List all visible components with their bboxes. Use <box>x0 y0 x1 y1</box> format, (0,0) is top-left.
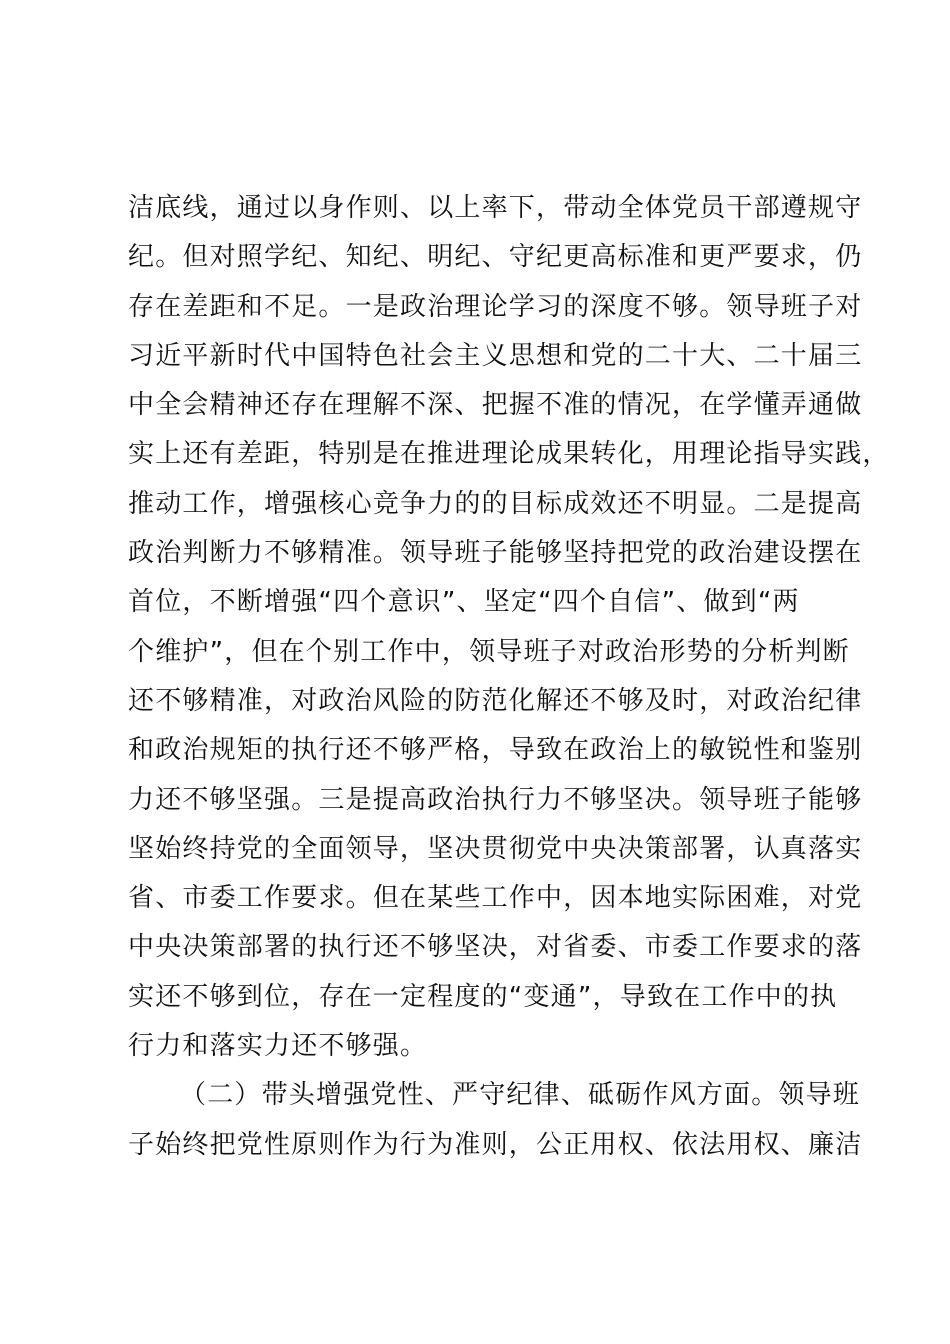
text-line: 个维护”，但在个别工作中，领导班子对政治形势的分析判断 <box>128 636 850 667</box>
text-line: 政治判断力不够精准。领导班子能够坚持把党的政治建设摆在 <box>128 538 863 569</box>
text-line: 省、市委工作要求。但在某些工作中，因本地实际困难，对党 <box>128 883 863 914</box>
text-line: 首位，不断增强“四个意识”、坚定“四个自信”、做到“两 <box>128 587 800 618</box>
text-line: 坚始终持党的全面领导，坚决贯彻党中央决策部署，认真落实 <box>128 833 863 864</box>
text-line: 还不够精准，对政治风险的防范化解还不够及时，对政治纪律 <box>128 685 863 716</box>
text-line: 行力和落实力还不够强。 <box>128 1031 428 1062</box>
text-line: 中全会精神还存在理解不深、把握不准的情况，在学懂弄通做 <box>128 390 863 421</box>
text-line: 纪。但对照学纪、知纪、明纪、守纪更高标准和更严要求，仍 <box>128 242 863 273</box>
text-line: 推动工作，增强核心竞争力的的目标成效还不明显。二是提高 <box>128 488 863 519</box>
body-text <box>128 184 890 1170</box>
text-line: 力还不够坚强。三是提高政治执行力不够坚决。领导班子能够 <box>128 784 863 815</box>
text-line: 子始终把党性原则作为行为准则，公正用权、依法用权、廉洁 <box>128 1129 863 1160</box>
text-line: 实上还有差距，特别是在推进理论成果转化，用理论指导实践， <box>128 439 890 470</box>
text-line: 习近平新时代中国特色社会主义思想和党的二十大、二十届三 <box>128 340 863 371</box>
text-line: 实还不够到位，存在一定程度的“变通”，导致在工作中的执 <box>128 981 838 1012</box>
text-line: 和政治规矩的执行还不够严格，导致在政治上的敏锐性和鉴别 <box>128 735 863 766</box>
text-line: 中央决策部署的执行还不够坚决，对省委、市委工作要求的落 <box>128 932 863 963</box>
text-line: 洁底线，通过以身作则、以上率下，带动全体党员干部遵规守 <box>128 193 863 223</box>
text-line: 存在差距和不足。一是政治理论学习的深度不够。领导班子对 <box>128 291 863 322</box>
section-heading-line: （二）带头增强党性、严守纪律、砥砺作风方面。领导班 <box>180 1080 861 1111</box>
